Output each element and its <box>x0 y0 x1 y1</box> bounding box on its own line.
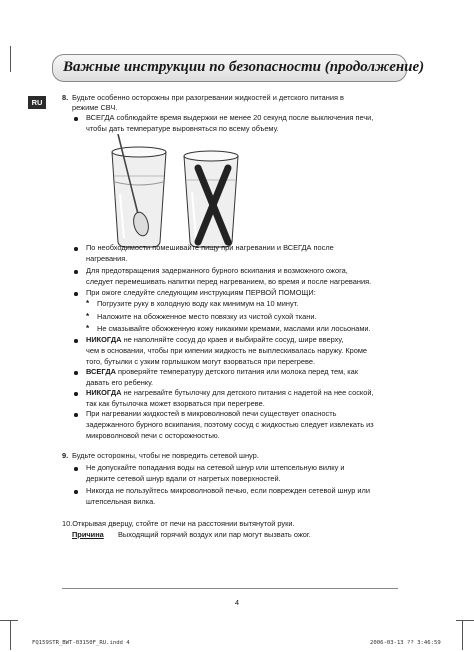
bullet-dot <box>74 270 78 274</box>
wrong-glass <box>184 151 238 247</box>
bullet-dot <box>74 247 78 251</box>
section-header <box>52 54 425 82</box>
paragraph-line: штепсельная вилка. <box>86 497 156 506</box>
bullet-dot <box>74 117 78 121</box>
crop-mark <box>10 46 11 72</box>
paragraph-line: По необходимости помешивайте пищу при нагревании и ВСЕГДА после <box>86 243 334 252</box>
first-aid-step: Наложите на обожженное место повязку из чистой сухой ткани. <box>97 312 317 321</box>
paragraph-line: режиме СВЧ. <box>72 103 118 112</box>
footer-file-info: FQ159STR_BWT-03150F_RU.indd 4 <box>32 640 130 646</box>
language-tab: RU <box>28 96 46 109</box>
footer-timestamp: 2006-03-13 ?? 3:46:59 <box>370 640 441 646</box>
asterisk-marker: * <box>86 324 90 333</box>
paragraph-line: Будьте особенно осторожны при разогревании жидкостей и детского питания в <box>72 93 344 102</box>
paragraph-line: Будьте осторожны, чтобы не повредить сетевой шнур. <box>72 451 259 460</box>
paragraph-line: микроволновой печи с осторожностью. <box>86 431 220 440</box>
first-aid-step: Погрузите руку в холодную воду как минимум на 10 минут. <box>97 299 299 308</box>
paragraph-line: 10.Открывая дверцу, стойте от печи на расстоянии вытянутой руки. <box>62 519 295 528</box>
paragraph-line: чем в основании, чтобы при кипении жидкость не выплескивалась наружу. Кроме <box>86 346 368 355</box>
paragraph-line: НИКОГДА не наполняйте сосуд до краев и выбирайте сосуд, шире вверху, <box>86 335 344 344</box>
paragraph-line: следует перемешивать напитки перед нагреванием, во время и после нагревания. <box>86 277 372 286</box>
footer-divider <box>62 588 398 589</box>
reason-label: Причина <box>72 530 104 539</box>
paragraph-line: Никогда не пользуйтесь микроволновой печью, если поврежден сетевой шнур или <box>86 486 370 495</box>
page-number: 4 <box>234 598 240 607</box>
bullet-dot <box>74 371 78 375</box>
paragraph-line: При ожоге следуйте следующим инструкциям ПЕРВОЙ ПОМОЩИ: <box>86 288 316 297</box>
paragraph-line: давать его ребенку. <box>86 378 154 387</box>
paragraph-line: НИКОГДА не нагревайте бутылочку для детского питания с надетой на нее соской, <box>86 388 374 397</box>
asterisk-marker: * <box>86 299 90 308</box>
paragraph-line: того, бутылки с узким горлышком могут взорваться при перегреве. <box>86 357 316 366</box>
correct-glass-with-spoon <box>112 134 166 247</box>
paragraph-line: ВСЕГДА соблюдайте время выдержки не менее 20 секунд после выключения печи, <box>86 113 374 122</box>
bullet-dot <box>74 339 78 343</box>
crop-mark <box>0 620 18 621</box>
paragraph-line: так как бутылочка может взорваться при перегреве. <box>86 399 265 408</box>
paragraph-line: Для предотвращения задержанного бурного вскипания и возможного ожога, <box>86 266 348 275</box>
item-number: 8. <box>62 93 69 102</box>
paragraph-line: держите сетевой шнур вдали от нагретых поверхностей. <box>86 474 281 483</box>
item-number: 9. <box>62 451 69 460</box>
page-title: Важные инструкции по безопасности (продолжение) <box>63 59 425 75</box>
bullet-dot <box>74 292 78 296</box>
paragraph-line: При нагревании жидкостей в микроволновой печи существует опасность <box>86 409 337 418</box>
reason-text: Выходящий горячий воздух или пар могут вызвать ожог. <box>118 530 311 539</box>
paragraph-line: нагревания. <box>86 254 128 263</box>
bullet-dot <box>74 413 78 417</box>
bullet-dot <box>74 467 78 471</box>
glass-illustration <box>104 134 244 252</box>
paragraph-line: чтобы дать температуре выровняться по всему объему. <box>86 124 279 133</box>
asterisk-marker: * <box>86 312 90 321</box>
crop-mark <box>10 620 11 650</box>
crop-mark <box>462 620 463 650</box>
first-aid-step: Не смазывайте обожженную кожу никакими кремами, маслами или лосьонами. <box>97 324 371 333</box>
crop-mark <box>456 620 474 621</box>
paragraph-line: ВСЕГДА проверяйте температуру детского питания или молока перед тем, как <box>86 367 359 376</box>
paragraph-line: задержанного бурного вскипания, поэтому сосуд с жидкостью следует извлекать из <box>86 420 374 429</box>
bullet-dot <box>74 392 78 396</box>
paragraph-line: Не допускайте попадания воды на сетевой шнур или штепсельную вилку и <box>86 463 345 472</box>
bullet-dot <box>74 490 78 494</box>
